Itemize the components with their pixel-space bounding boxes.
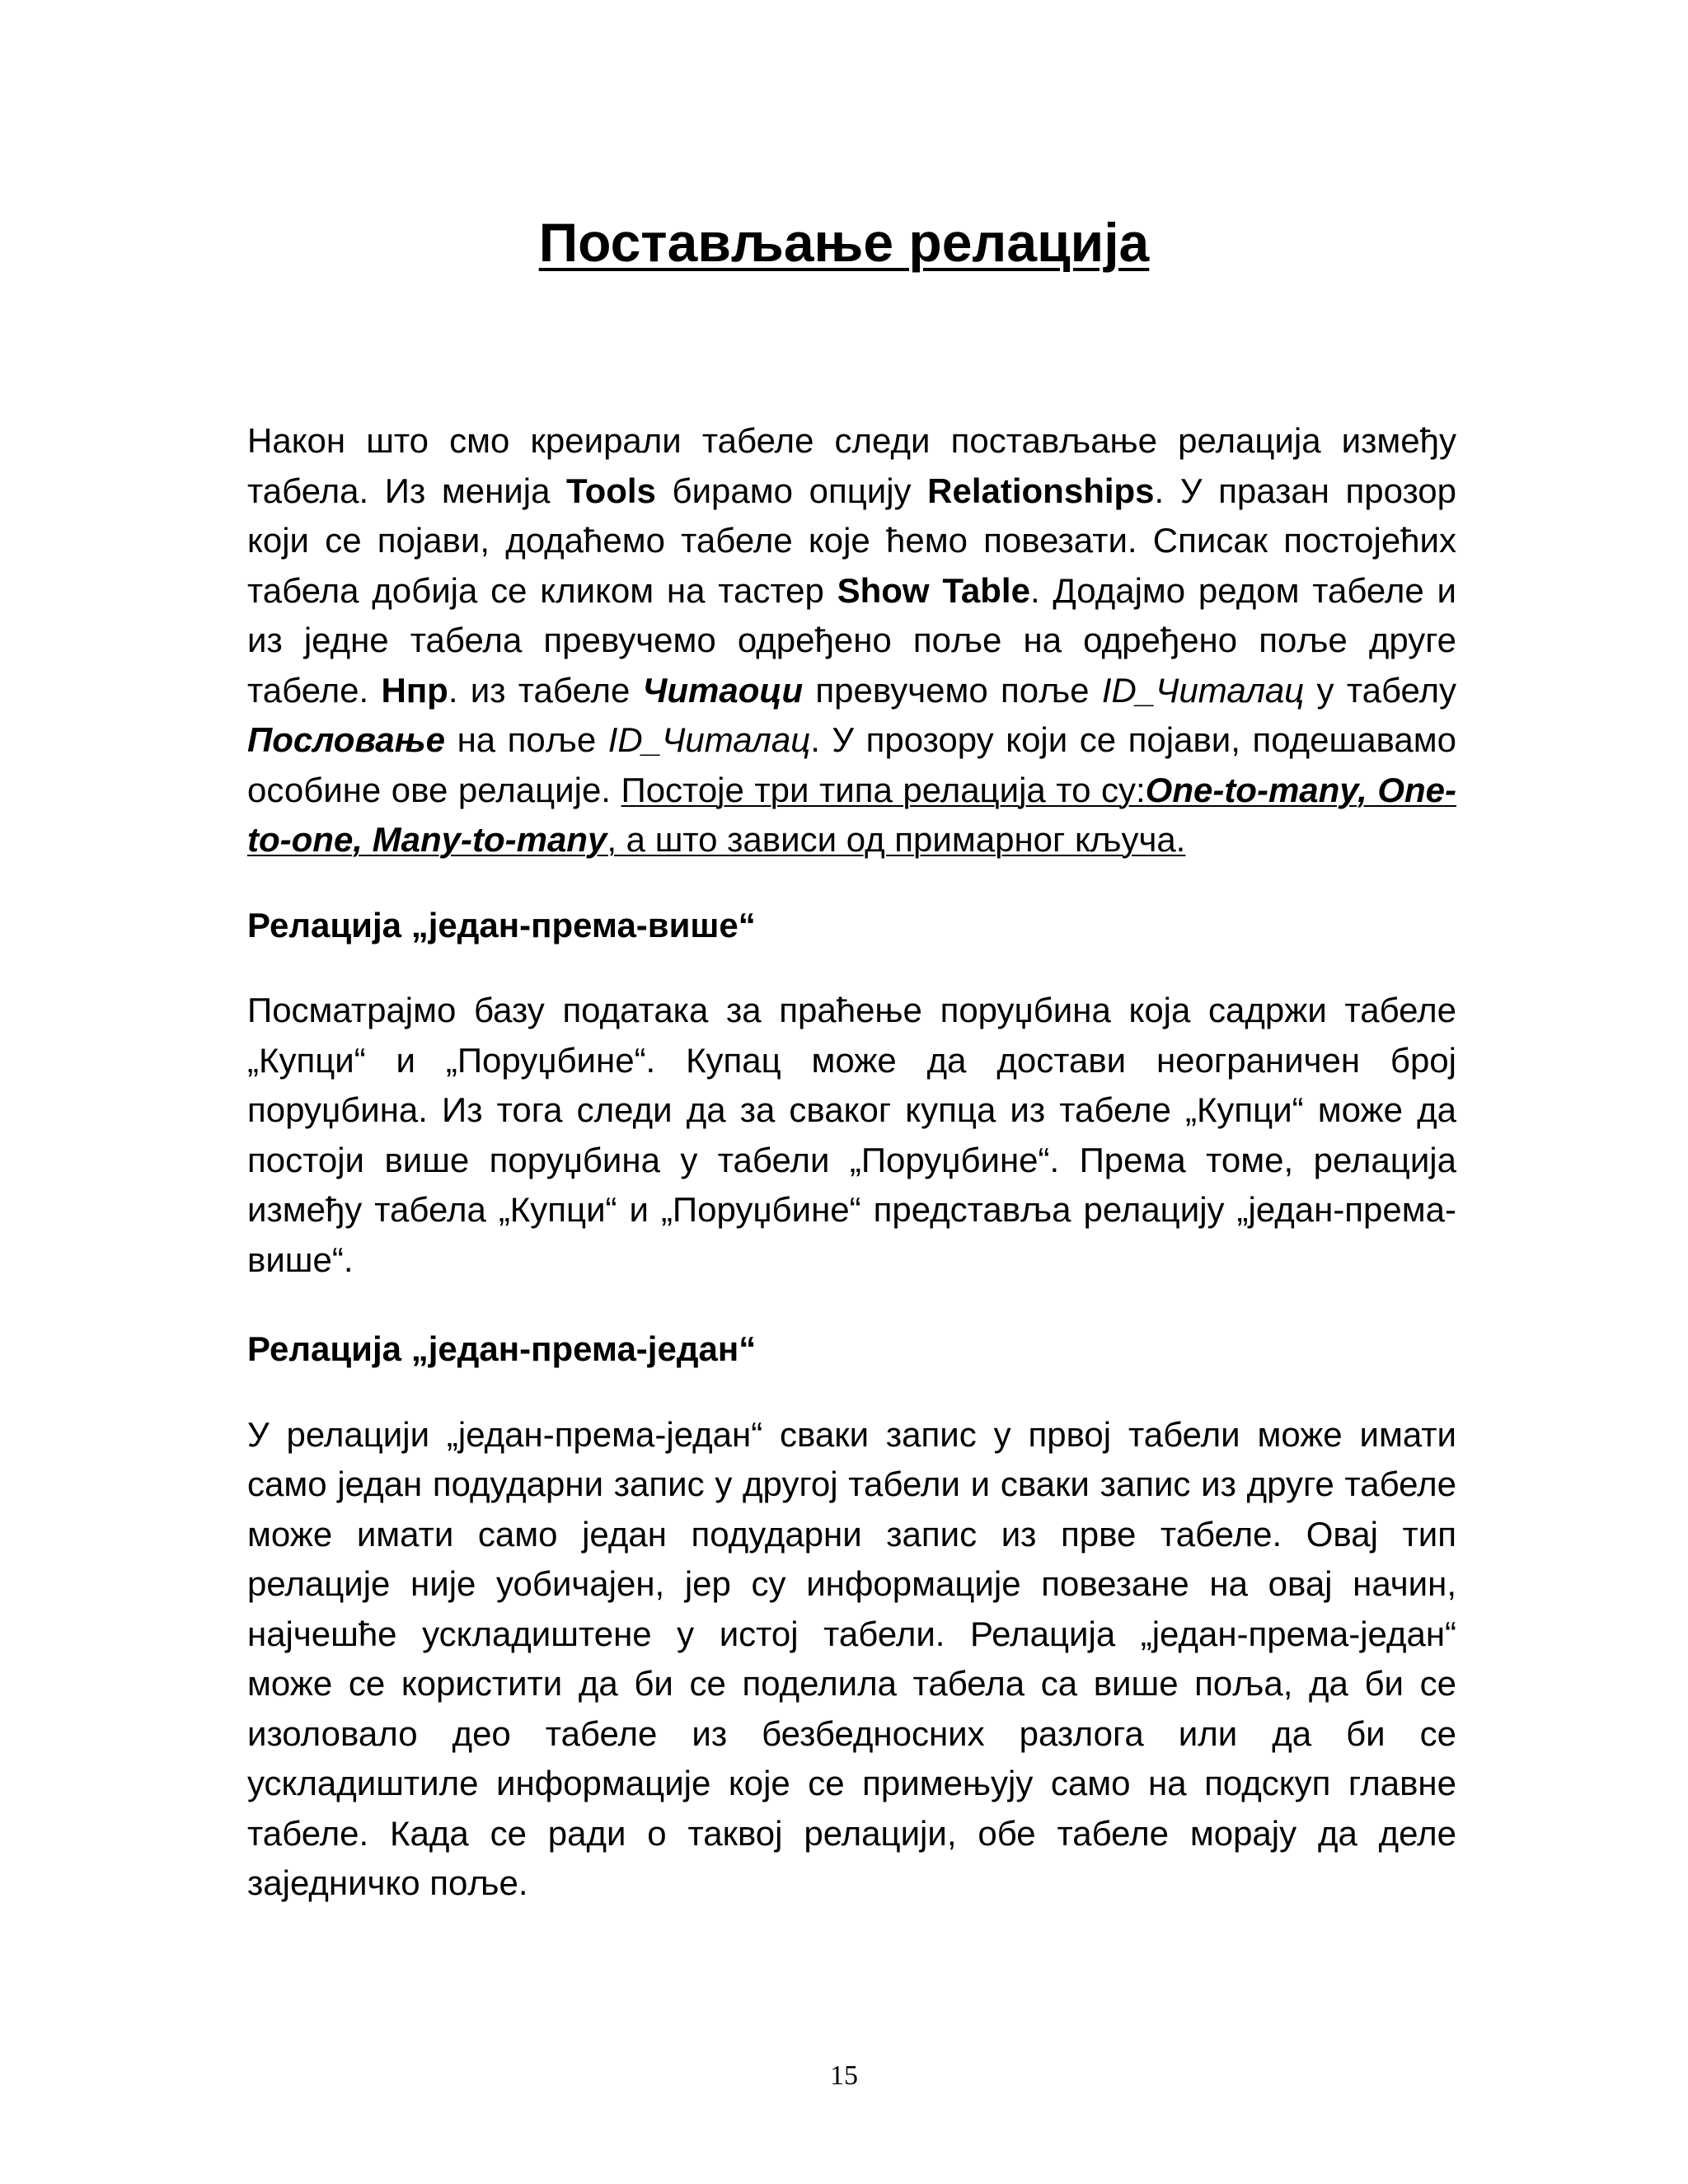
table-name-chitaoci: Читаоци [642, 670, 804, 710]
menu-name-tools: Tools [566, 471, 656, 510]
text-run: . У прозору који се појави, подешавамо особине ове релације. [247, 720, 1456, 809]
section-heading-one-to-one: Релација „један-према-један“ [247, 1329, 757, 1368]
text-run: у табелу [1304, 670, 1457, 710]
page-title: Постављање релација [538, 212, 1150, 273]
text-run: . У празан прозор који се појави, додаћемо табеле које ћемо повезати. Списак постојећих табела добија се кликом на тастер [247, 471, 1456, 610]
text-run: Након што смо креирали табеле следи постављање релација између табела. Из менија [247, 421, 1456, 510]
section-heading-one-to-many: Релација „један-према-више“ [247, 905, 756, 944]
example-abbrev: Нпр [381, 670, 448, 710]
text-run: Постоје три типа релација то су: [621, 770, 1146, 809]
content-column [247, 416, 1456, 1909]
paragraph-one-to-many: Посматрајмо базу података за праћење поруџбина која садржи табеле „Купци“ и „Поруџбине“. Купац може да достави неограничен број поруџбина. Из тога следи да за сваког купца из табеле „Купци“ може да постоји више поруџбина у табели „Поруџбине“. Према томе, релација између табела „Купци“ и „Поруџбине“ представља релацију „један-према-више“. [247, 991, 1456, 1279]
text-run: на поље [445, 720, 608, 759]
text-run: . из табеле [448, 670, 643, 710]
table-name-poslovanje: Пословање [247, 720, 446, 759]
paragraph-one-to-one: У релацији „један-према-један“ сваки запис у првој табели може имати само један подударни запис у другој табели и сваки запис из друге табеле може имати само један подударни запис из прве табеле. Овај тип релације није уобичајен, јер су информације повезане на овај начин, најчешће ускладиштене у истој табели. Релација „један-према-један“ може се користити да би се поделила табела са више поља, да би се изоловало део табеле из безбедносних разлога или да би се ускладиштиле информације које се примењују само на подскуп главне табеле. Када се ради о таквој релацији, обе табеле морају да деле заједничко поље. [247, 1414, 1456, 1902]
option-name-relationships: Relationships [927, 471, 1155, 510]
relation-types-list: One-to-many, One-to-one, Many-to-many [247, 770, 1456, 859]
button-name-show-table: Show Table [837, 570, 1030, 610]
intro-paragraph [247, 416, 1456, 865]
text-run: , а што зависи од примарног кључа. [607, 820, 1186, 859]
text-run: . Додајмо редом табеле и из једне табела превучемо одређено поље на одређено поље друге табеле. [247, 570, 1456, 710]
field-name: ID_Читалац [1101, 670, 1305, 710]
text-run: бирамо опцију [655, 471, 928, 510]
field-name: ID_Читалац [607, 720, 811, 759]
page-number: 15 [830, 2060, 858, 2091]
text-run: превучемо поље [803, 670, 1102, 710]
